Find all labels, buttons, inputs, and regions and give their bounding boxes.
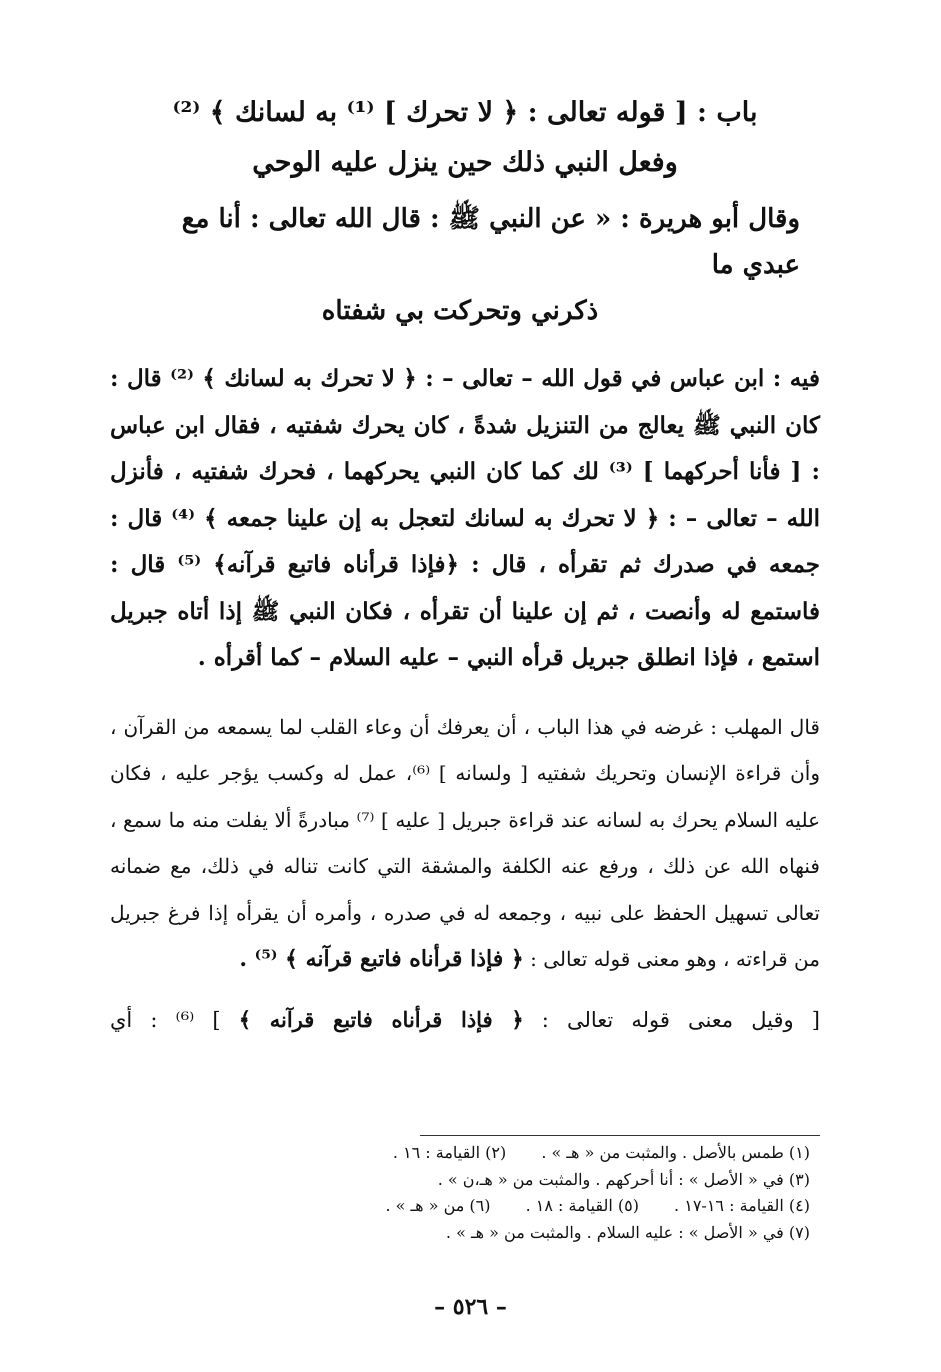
footnote-3: (٣) في « الأصل » : أنا أحركهم . والمثبت من « هـ،ن » .: [437, 1169, 810, 1189]
footnote-row: [130, 1220, 810, 1247]
alternate-reading: [110, 997, 820, 1043]
footnote-row: [130, 1193, 810, 1220]
footnote-row: [130, 1140, 810, 1167]
chapter-subtitle: وفعل النبي ذلك حين ينزل عليه الوحي: [252, 147, 678, 178]
footnote-5: (٥) القيامة : ١٨ .: [525, 1196, 639, 1215]
page-number: – ٥٢٦ –: [434, 1294, 507, 1320]
chapter-quote: [110, 196, 820, 334]
footnote-7: (٧) في « الأصل » : عليه السلام . والمثبت من « هـ » .: [445, 1222, 810, 1242]
quote-line-1: وقال أبو هريرة : « عن النبي ﷺ : قال الله تعالى : أنا مع عبدي ما: [181, 204, 800, 280]
chapter-title: باب : [ قوله تعالى : ﴿ لا تحرك ] ⁽¹⁾ به لسانك ﴾ ⁽²⁾: [172, 97, 758, 128]
hadith-paragraph: فيه : ابن عباس في قول الله – تعالى – : ﴿ لا تحرك به لسانك ﴾ ⁽²⁾ قال : كان النبي ﷺ يعالج من التنزيل شدةً ، كان يحرك شفتيه ، فقال ابن عباس : [ فأنا أحركهما ] ⁽³⁾ لك كما كان النبي يحركهما ، فحرك شفتيه ، فأنزل الله – تعالى – : ﴿ لا تحرك به لسانك لتعجل به إن علينا جمعه ﴾ ⁽⁴⁾ قال : جمعه في صدرك ثم تقرأه ، قال : ﴿فإذا قرأناه فاتبع قرآنه﴾ ⁽⁵⁾ قال : فاستمع له وأنصت ، ثم إن علينا أن تقرأه ، فكان النبي ﷺ إذا أتاه جبريل استمع ، فإذا انطلق جبريل قرأه النبي – عليه السلام – كما أقرأه .: [110, 365, 820, 671]
footnote-1: (١) طمس بالأصل . والمثبت من « هـ » .: [541, 1143, 810, 1162]
commentary-verse: ﴿ فإذا قرأناه فاتبع قرآنه ﴾ ⁽⁵⁾ .: [239, 946, 524, 972]
footnote-2: (٢) القيامة : ١٦ .: [392, 1143, 507, 1162]
page-body: [110, 88, 820, 1043]
alt-suffix: ] ⁽⁶⁾ : أي: [110, 1007, 221, 1032]
commentary-text: قال المهلب : غرضه في هذا الباب ، أن يعرفك أن وعاء القلب لما يسمعه من القرآن ، وأن قراءة الإنسان وتحريك شفتيه [ ولسانه ] ⁽⁶⁾، عمل له وكسب يؤجر عليه ، فكان عليه السلام يحرك به لسانه عند قراءة جبريل [ عليه ] ⁽⁷⁾ مبادرةً ألا يفلت منه ما سمع ، فنهاه الله عن ذلك ، ورفع عنه الكلفة والمشقة التي كانت تناله في ذلك، مع ضمانه تعالى تسهيل الحفظ على نبيه ، وجمعه له في صدره ، وأمره أن يقرأه إذا فرغ جبريل من قراءته ، وهو معنى قوله تعالى :: [110, 714, 821, 971]
alt-verse: ﴿ فإذا قرأناه فاتبع قرآنه ﴾: [238, 1006, 524, 1032]
quote-line-2: ذكرني وتحركت بي شفتاه: [321, 296, 599, 326]
commentary-paragraph: [110, 704, 820, 983]
footnote-row: [130, 1167, 810, 1194]
footnote-divider: [420, 1135, 820, 1136]
footnote-6: (٦) من « هـ » .: [385, 1196, 491, 1215]
alt-prefix: [ وقيل معنى قوله تعالى :: [541, 1007, 820, 1032]
footnotes: [130, 1140, 810, 1246]
footnote-4: (٤) القيامة : ١٦-١٧ .: [674, 1196, 810, 1215]
